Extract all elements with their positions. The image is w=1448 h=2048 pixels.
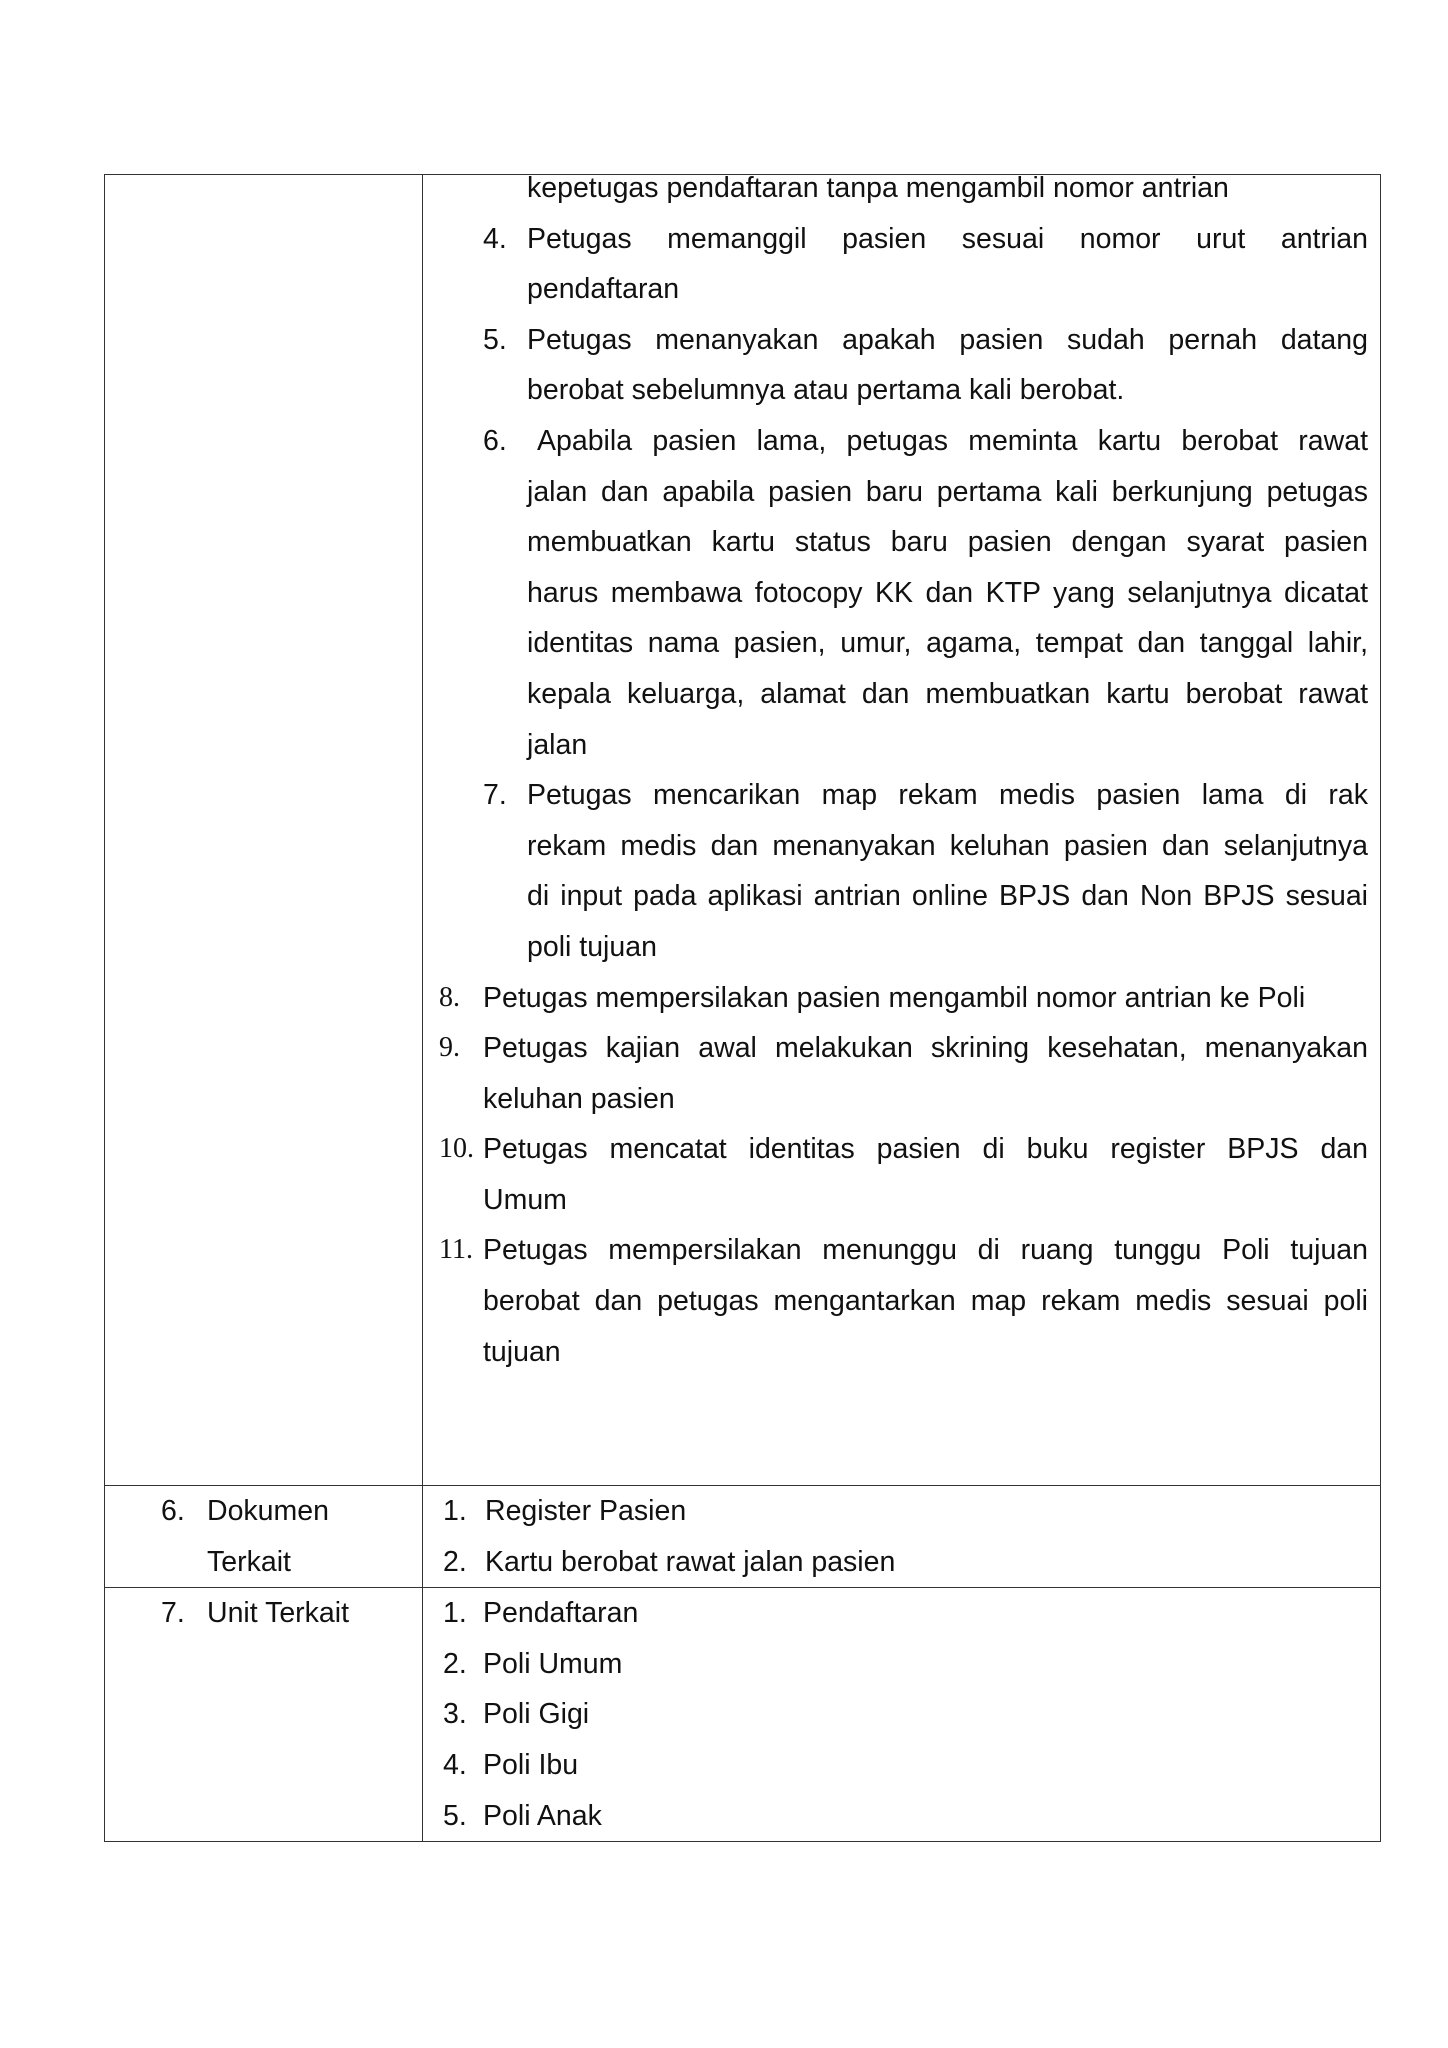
list-item-continuation: [423, 871, 1380, 922]
list-item-line: kepetugas pendaftaran tanpa mengambil nomor antrian: [527, 172, 1229, 204]
list-item: [423, 770, 1380, 821]
list-item-number: 6.: [483, 424, 507, 457]
list-item: [423, 1486, 1380, 1537]
list-item-line: Poli Ibu: [483, 1748, 579, 1781]
list-item-number: 3.: [443, 1698, 467, 1731]
list-item-continuation: [423, 922, 1380, 973]
list-item-line: di input pada aplikasi antrian online BPJS dan Non BPJS sesuai: [527, 880, 1368, 913]
list-item-line: jalan dan apabila pasien baru pertama kali berkunjung petugas: [527, 475, 1368, 508]
list-item-line: pendaftaran: [527, 273, 680, 306]
row-label-text: Terkait: [207, 1545, 291, 1578]
procedure-inner-list: [423, 163, 1380, 973]
list-item: [423, 1537, 1380, 1588]
list-item-line: Pendaftaran: [483, 1597, 639, 1630]
list-item-continuation: [423, 467, 1380, 518]
list-item-line: Petugas mencatat identitas pasien di buku register BPJS dan: [483, 1133, 1368, 1166]
list-item-line: jalan: [527, 728, 588, 761]
list-item-continuation: [423, 1074, 1380, 1125]
row-label-number: 7.: [161, 1597, 185, 1630]
list-item-line: Apabila pasien lama, petugas meminta kartu berobat rawat: [537, 424, 1368, 457]
sop-table-page: [104, 174, 1380, 1842]
list-item-number: 9.: [439, 1032, 460, 1064]
row-label-line: [105, 1486, 422, 1537]
procedure-label-cell: [105, 175, 423, 1486]
list-item-line: kepala keluarga, alamat dan membuatkan kartu berobat rawat: [527, 677, 1368, 710]
list-item-line: Petugas memanggil pasien sesuai nomor urut antrian: [527, 222, 1368, 255]
list-item-number: 7.: [483, 779, 507, 812]
row-label-text: Dokumen: [207, 1495, 329, 1527]
list-item: [423, 416, 1380, 467]
row-label-number: 6.: [161, 1495, 185, 1527]
list-item-number: 8.: [439, 981, 460, 1013]
list-item: [423, 1740, 1380, 1791]
list-item-line: Poli Umum: [483, 1647, 623, 1680]
list-item: [423, 1791, 1380, 1842]
list-item-line: harus membawa fotocopy KK dan KTP yang selanjutnya dicatat: [527, 576, 1368, 609]
list-item-continuation: [423, 365, 1380, 416]
list-item-continuation: [423, 1327, 1380, 1378]
list-item: [423, 1023, 1380, 1074]
list-item-line: berobat dan petugas mengantarkan map rekam medis sesuai poli: [483, 1285, 1368, 1318]
list-item-number: 1.: [443, 1495, 467, 1527]
list-item-continuation: [423, 568, 1380, 619]
list-item-line: Petugas kajian awal melakukan skrining kesehatan, menanyakan: [483, 1032, 1368, 1065]
list-item-number: 10.: [439, 1133, 474, 1165]
list-item-line: rekam medis dan menanyakan keluhan pasien dan selanjutnya: [527, 829, 1368, 862]
list-item-line: identitas nama pasien, umur, agama, tempat dan tanggal lahir,: [527, 627, 1368, 660]
list-item-line: membuatkan kartu status baru pasien dengan syarat pasien: [527, 526, 1368, 559]
list-item-line: Petugas mencarikan map rekam medis pasien lama di rak: [527, 779, 1368, 812]
procedure-outer-list: [423, 973, 1380, 1378]
list-item: [423, 163, 1380, 214]
list-item-line: Umum: [483, 1183, 567, 1216]
list-item-line: Register Pasien: [485, 1495, 687, 1527]
list-item-continuation: [423, 517, 1380, 568]
list-item-line: Petugas mempersilakan menunggu di ruang tunggu Poli tujuan: [483, 1234, 1368, 1267]
list-item-line: Petugas mempersilakan pasien mengambil nomor antrian ke Poli: [483, 981, 1306, 1014]
list-item: [423, 1225, 1380, 1276]
list-item-number: 5.: [443, 1799, 467, 1832]
row-label-text: Unit Terkait: [207, 1597, 350, 1630]
list-item-number: 11.: [439, 1234, 473, 1266]
list-item: [423, 315, 1380, 366]
sop-table: [104, 174, 1381, 1842]
list-item-continuation: [423, 618, 1380, 669]
list-item-line: poli tujuan: [527, 930, 657, 963]
list-item: [423, 1124, 1380, 1175]
procedure-content-cell: [423, 172, 1381, 1486]
list-item-line: Petugas menanyakan apakah pasien sudah pernah datang: [527, 323, 1368, 356]
procedure-row: [105, 175, 1381, 1486]
list-item-continuation: [423, 669, 1380, 720]
unit-terkait-label-cell: [105, 1588, 423, 1842]
list-item-number: 2.: [443, 1647, 467, 1680]
list-item-continuation: [423, 1276, 1380, 1327]
list-item-line: Poli Gigi: [483, 1698, 590, 1731]
list-item-number: 1.: [443, 1597, 467, 1630]
list-item: [423, 214, 1380, 265]
list-item-number: 4.: [443, 1748, 467, 1781]
dokumen-terkait-label-cell: [105, 1486, 423, 1588]
list-item: [423, 1588, 1380, 1639]
list-item-continuation: [423, 1175, 1380, 1226]
list-item-number: 2.: [443, 1545, 467, 1578]
row-label-line: [105, 1588, 422, 1639]
list-item-continuation: [423, 720, 1380, 771]
list-item: [423, 1639, 1380, 1690]
list-item-line: Poli Anak: [483, 1799, 602, 1832]
list-item-continuation: [423, 264, 1380, 315]
list-item-line: Kartu berobat rawat jalan pasien: [485, 1545, 896, 1578]
list-item-number: 5.: [483, 323, 507, 356]
unit-terkait-row: [105, 1588, 1381, 1842]
list-item-line: berobat sebelumnya atau pertama kali berobat.: [527, 374, 1125, 407]
dokumen-terkait-row: [105, 1486, 1381, 1588]
list-item-continuation: [423, 821, 1380, 872]
list-item: [423, 973, 1380, 1024]
list-item-line: tujuan: [483, 1335, 561, 1368]
list-item-line: keluhan pasien: [483, 1082, 675, 1115]
unit-terkait-content-cell: [423, 1588, 1381, 1842]
row-label-line: [105, 1537, 422, 1588]
dokumen-terkait-content-cell: [423, 1486, 1381, 1588]
list-item: [423, 1689, 1380, 1740]
list-item-number: 4.: [483, 222, 507, 255]
